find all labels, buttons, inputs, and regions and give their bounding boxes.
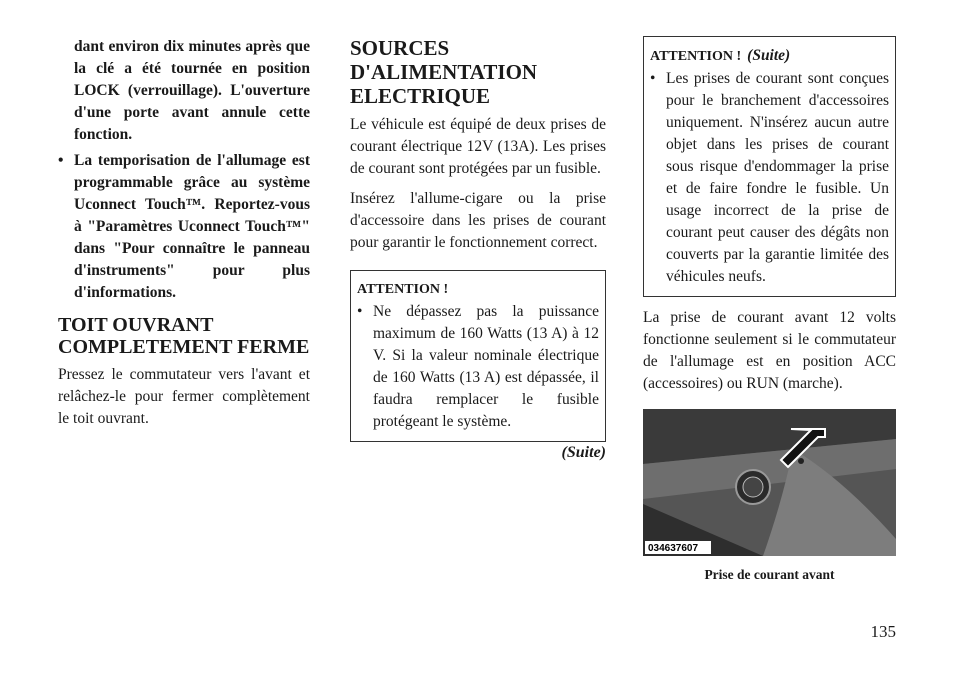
warning-box <box>350 270 606 442</box>
section-heading: SOURCES D'ALIMENTATION ELECTRIQUE <box>350 36 538 108</box>
warning-title: ATTENTION ! <box>357 282 449 297</box>
warning-list <box>357 301 599 433</box>
warning-text: Les prises de courant sont conçues pour le branchement d'accessoires uniquement. N'insérez aucun autre objet dans les prises de courant sous risque d'endommager la prise et de faire fondre le fusible. Un usage incorrect de la prise de courant peut causer des dégâts non couverts par la garantie limitée des véhicules neufs. <box>666 70 889 285</box>
warning-title: ATTENTION ! <box>650 49 742 64</box>
column-right <box>643 36 896 586</box>
section-heading: TOIT OUVRANT COMPLETEMENT FERME <box>58 314 310 358</box>
list-item <box>58 150 310 304</box>
bullet-icon: • <box>357 303 363 320</box>
power-outlet-illustration <box>643 409 896 556</box>
continued-label: (Suite) <box>561 444 606 461</box>
continued-label: (Suite) <box>747 47 791 64</box>
list-item <box>650 68 889 288</box>
bullet-icon: • <box>650 70 656 87</box>
list-item-text: La temporisation de l'allumage est programmable grâce au système Uconnect Touch™. Reportez-vous à "Paramètres Uconnect Touch™" dans "Pour connaître le panneau d'instruments" pour plus d'informations. <box>74 152 310 301</box>
warning-list <box>650 68 889 288</box>
column-middle <box>350 36 606 464</box>
section-body: Pressez le commutateur vers l'avant et relâchez-le pour fermer complètement le toit ouvrant. <box>58 366 310 427</box>
photo-caption: Prise de courant avant <box>704 567 835 582</box>
column-left <box>58 36 310 430</box>
photo-code: 034637607 <box>648 543 699 554</box>
warning-text: Ne dépassez pas la puissance maximum de 160 Watts (13 A) à 12 V. Si la valeur nominale électrique de 160 Watts (13 A) est dépassée, il faudra remplacer le fusible protégeant le système. <box>373 303 599 430</box>
bullet-icon: • <box>58 152 64 169</box>
paragraph: Insérez l'allume-cigare ou la prise d'accessoire dans les prises de courant pour garantir le fonctionnement correct. <box>350 190 606 251</box>
page-number: 135 <box>870 622 896 641</box>
bullet-list <box>58 150 310 304</box>
paragraph: La prise de courant avant 12 volts fonctionne seulement si le commutateur de l'allumage est en position ACC (accessoires) ou RUN (marche). <box>643 309 896 392</box>
warning-box <box>643 36 896 297</box>
paragraph: Le véhicule est équipé de deux prises de courant électrique 12V (13A). Les prises de courant sont protégées par un fusible. <box>350 116 606 177</box>
power-outlet-photo <box>643 409 896 556</box>
list-item <box>357 301 599 433</box>
continued-bullet-text: dant environ dix minutes après que la clé a été tournée en position LOCK (verrouillage). L'ouverture d'une porte avant annule cette fonction. <box>74 38 310 143</box>
